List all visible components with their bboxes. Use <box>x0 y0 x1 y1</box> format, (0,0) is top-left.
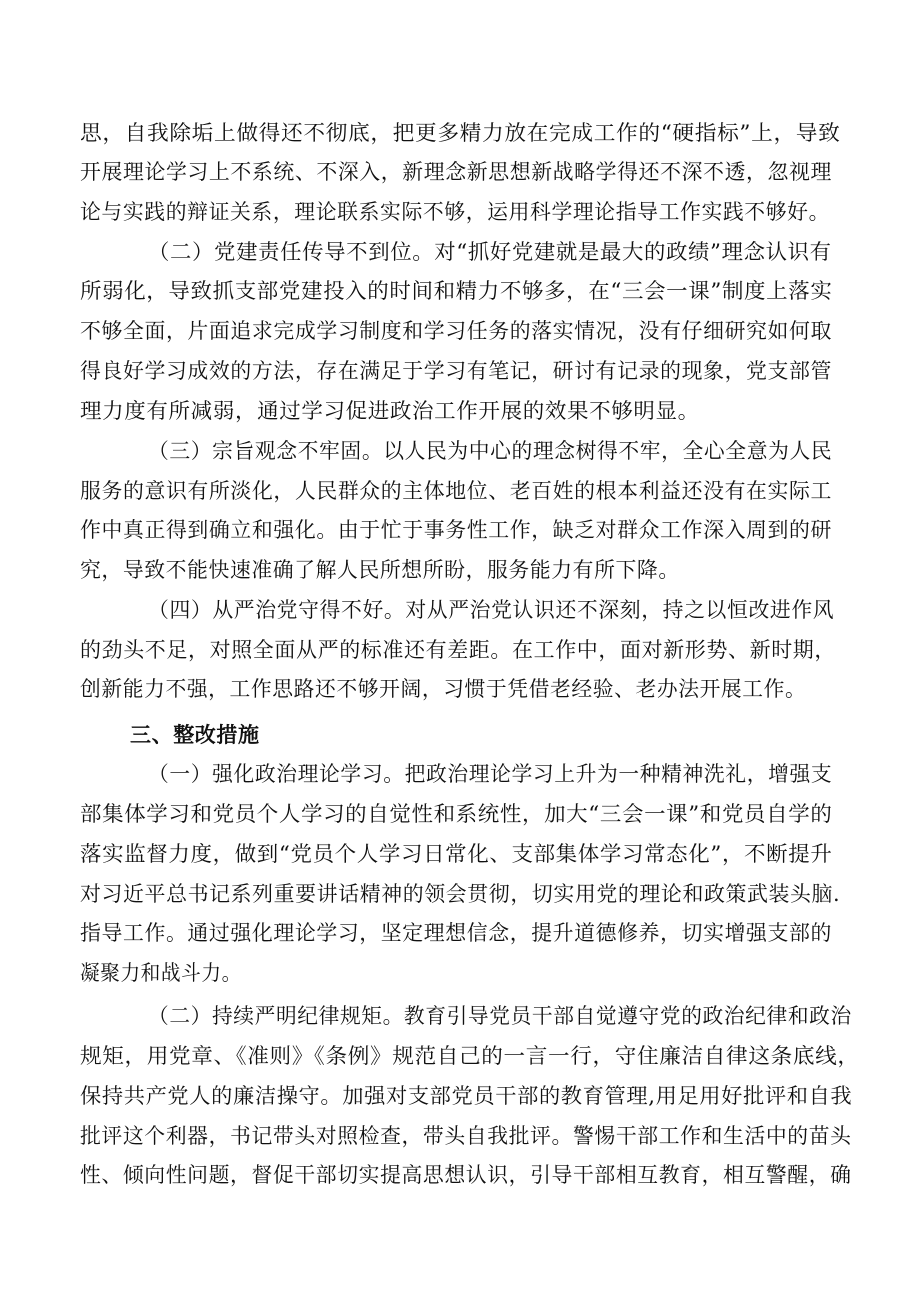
body-line-15: 创新能力不强，工作思路还不够开阔，习惯于凭借老经验、老办法开展工作。 <box>80 677 807 701</box>
body-line-22: （二）持续严明纪律规矩。教育引导党员干部自觉遵守党的政治纪律和政治 <box>148 1004 852 1028</box>
body-line-23: 规矩，用党章、《准则》《条例》规范自己的一言一行，守住廉洁自律这条底线， <box>80 1044 860 1068</box>
body-line-14: 的劲头不足，对照全面从严的标准还有差距。在工作中，面对新形势、新时期， <box>80 638 836 662</box>
body-line-11: 作中真正得到确立和强化。由于忙于事务性工作，缺乏对群众工作深入周到的研 <box>80 518 832 542</box>
body-line-16: （一）强化政治理论学习。把政治理论学习上升为一种精神洗礼，增强支 <box>148 762 833 786</box>
body-line-10: 服务的意识有所淡化，人民群众的主体地位、老百姓的根本利益还没有在实际工 <box>80 479 832 503</box>
body-line-7: 得良好学习成效的方法，存在满足于学习有笔记，研讨有记录的现象，党支部管 <box>80 359 832 383</box>
body-line-26: 性、倾向性问题，督促干部切实提高思想认识，引导干部相互教育，相互警醒，确 <box>80 1163 852 1187</box>
body-line-9: （三）宗旨观念不牢固。以人民为中心的理念树得不牢，全心全意为人民 <box>148 439 833 463</box>
section-heading-3: 三、整改措施 <box>130 723 260 747</box>
body-line-24: 保持共产党人的廉洁操守。加强对支部党员干部的教育管理,用足用好批评和自我 <box>80 1084 853 1108</box>
body-line-13: （四）从严治党守得不好。对从严治党认识还不深刻，持之以恒改进作风 <box>148 598 835 622</box>
body-line-3: 论与实践的辩证关系，理论联系实际不够，运用科学理论指导工作实践不够好。 <box>80 200 831 224</box>
body-line-4: （二）党建责任传导不到位。对“抓好党建就是最大的政绩”理念认识有 <box>148 240 832 264</box>
body-line-6: 不够全面，片面追求完成学习制度和学习任务的落实情况，没有仔细研究如何取 <box>80 319 832 343</box>
body-line-17: 部集体学习和党员个人学习的自觉性和系统性，加大“三会一课”和党员自学的 <box>80 802 833 826</box>
body-line-20: 指导工作。通过强化理论学习，坚定理想信念，提升道德修养，切实增强支部的 <box>80 921 832 945</box>
body-line-8: 理力度有所减弱，通过学习促进政治工作开展的效果不够明显。 <box>80 399 700 423</box>
body-line-18: 落实监督力度，做到“党员个人学习日常化、支部集体学习常态化”，不断提升 <box>80 842 833 866</box>
body-line-5: 所弱化，导致抓支部党建投入的时间和精力不够多，在“三会一课”制度上落实 <box>80 279 833 303</box>
body-line-21: 凝聚力和战斗力。 <box>80 961 242 985</box>
body-line-12: 究，导致不能快速准确了解人民所想所盼，服务能力有所下降。 <box>80 558 680 582</box>
body-line-19: 对习近平总书记系列重要讲话精神的领会贯彻，切实用党的理论和政策武装头脑. <box>80 882 841 906</box>
body-line-25: 批评这个利器，书记带头对照检查，带头自我批评。警惕干部工作和生活中的苗头 <box>80 1124 852 1148</box>
body-line-2: 开展理论学习上不系统、不深入，新理念新思想新战略学得还不深不透，忽视理 <box>80 160 832 184</box>
body-line-1: 思，自我除垢上做得还不彻底，把更多精力放在完成工作的“硬指标”上，导致 <box>80 121 841 145</box>
